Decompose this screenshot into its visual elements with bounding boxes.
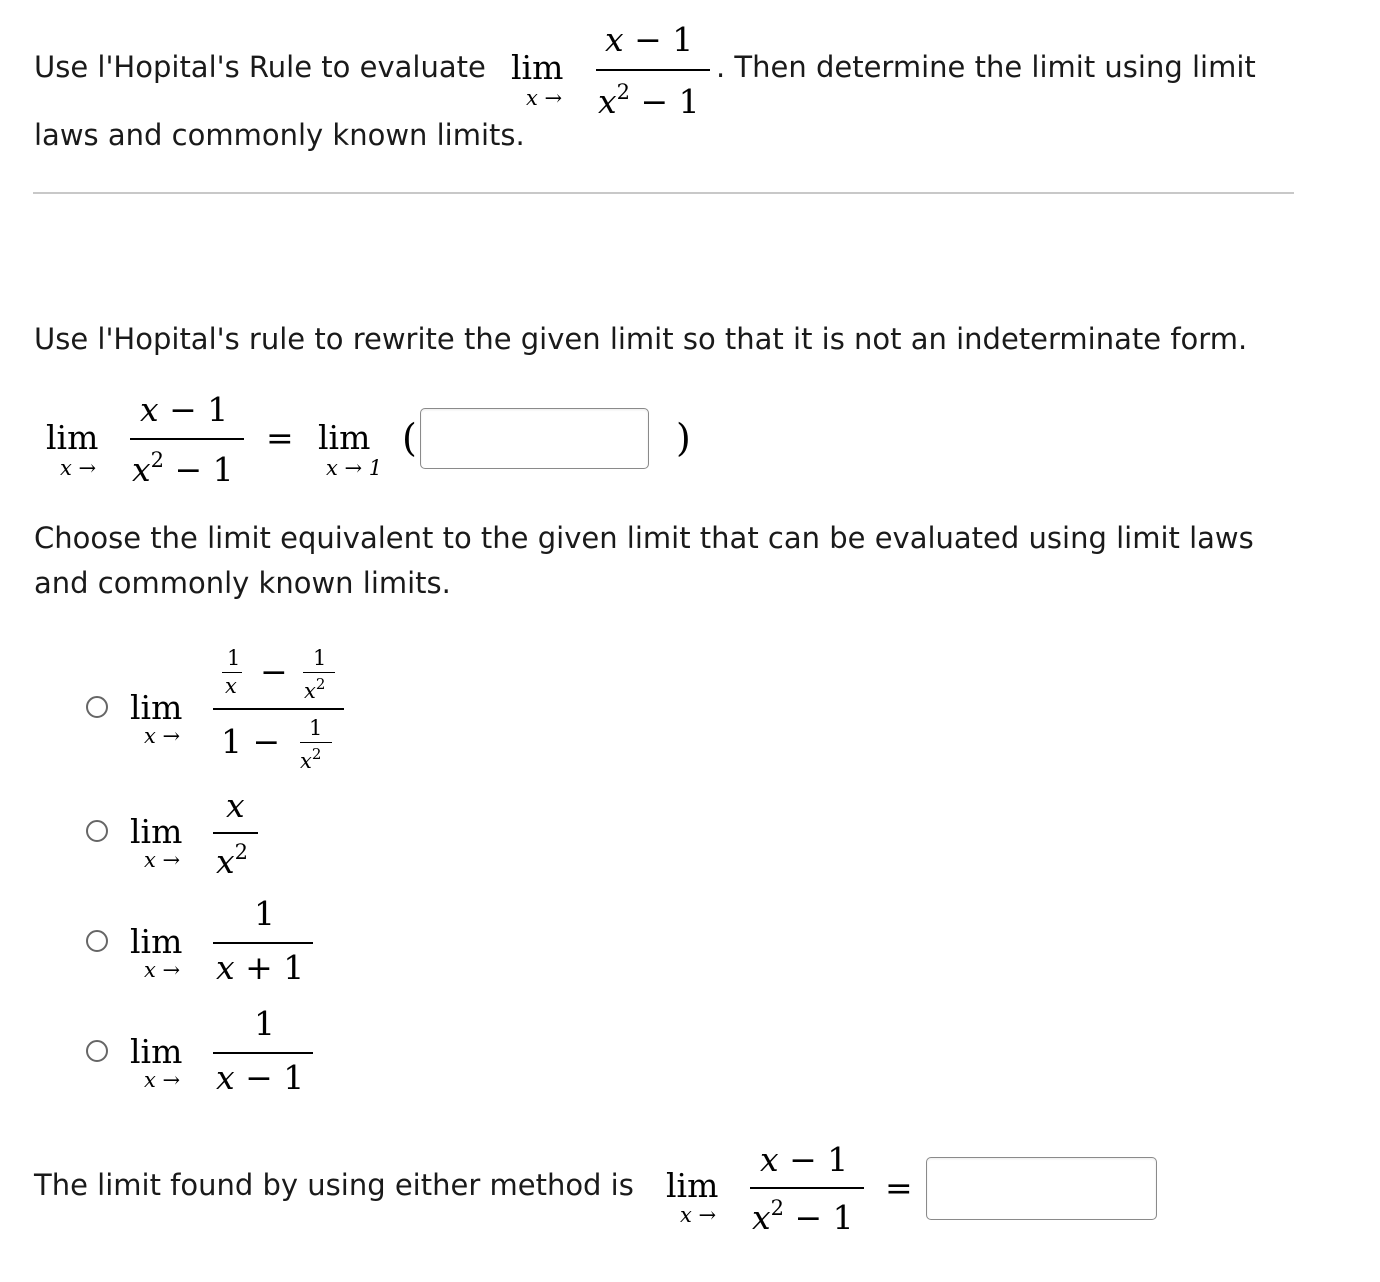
intro-frac-num: x − 1 — [605, 20, 694, 59]
intro-lim: lim — [511, 48, 564, 87]
option-a-lim: lim — [130, 688, 183, 727]
final-answer-input[interactable] — [926, 1157, 1157, 1220]
option-b-den: $x^2$ — [216, 840, 248, 881]
step1-lim-left: lim — [46, 418, 99, 457]
intro-frac-den: $x^2 - 1$ — [598, 80, 700, 121]
option-c-lim-sub: x → — [144, 958, 181, 982]
intro-lim-sub: x → — [526, 86, 563, 110]
option-b-num: x — [226, 786, 245, 825]
step1-frac-bar — [130, 438, 244, 440]
step1-lim-right: lim — [318, 418, 371, 457]
option-c-num: 1 — [254, 894, 275, 933]
final-equals: = — [885, 1168, 913, 1207]
step1-close-paren: ) — [676, 416, 691, 460]
option-a-frac-bar — [213, 708, 344, 710]
intro-prefix: Use l'Hopital's Rule to evaluate — [34, 50, 486, 84]
final-prefix: The limit found by using either method is — [34, 1168, 634, 1202]
step1-frac-den: $x^2 - 1$ — [132, 448, 234, 489]
option-d-lim: lim — [130, 1032, 183, 1071]
option-a-num-x: x — [225, 674, 237, 698]
option-b-frac-bar — [213, 832, 258, 834]
option-a-num-2: 1 — [313, 646, 327, 670]
intro-line2: laws and commonly known limits. — [34, 118, 525, 152]
option-a-num-minus: − — [260, 652, 288, 691]
option-c-radio[interactable] — [86, 930, 108, 952]
option-d-radio[interactable] — [86, 1040, 108, 1062]
final-lim-sub: x → — [680, 1203, 717, 1227]
step1-equals: = — [266, 418, 294, 457]
step2-instruction-line1: Choose the limit equivalent to the given limit that can be evaluated using limit laws — [34, 521, 1254, 555]
option-b-radio[interactable] — [86, 820, 108, 842]
step1-answer-input[interactable] — [420, 408, 649, 469]
final-lim: lim — [666, 1166, 719, 1205]
step1-lim-left-sub: x → — [60, 456, 97, 480]
final-frac-num: x − 1 — [760, 1140, 849, 1179]
option-a-den-1: 1 − — [221, 722, 281, 761]
section-divider — [33, 192, 1294, 194]
option-c-frac-bar — [213, 942, 313, 944]
option-a-den-frac-1: 1 — [309, 716, 323, 740]
step2-instruction-line2: and commonly known limits. — [34, 566, 451, 600]
option-a-radio[interactable] — [86, 696, 108, 718]
step1-instruction: Use l'Hopital's rule to rewrite the given limit so that it is not an indeterminate form. — [34, 322, 1248, 356]
option-a-num-1-bar — [222, 672, 242, 673]
intro-frac-bar — [596, 69, 710, 71]
final-frac-bar — [750, 1187, 864, 1189]
option-b-lim: lim — [130, 812, 183, 851]
option-c-den: x + 1 — [216, 948, 305, 987]
step1-open-paren: ( — [402, 416, 417, 460]
option-c-lim: lim — [130, 922, 183, 961]
option-a-lim-sub: x → — [144, 724, 181, 748]
option-a-den-xsq: $x^2$ — [300, 745, 322, 773]
option-a-num-2-bar — [303, 672, 335, 673]
step1-lim-right-sub: x → 1 — [326, 456, 383, 480]
option-a-num-xsq: $x^2$ — [304, 675, 326, 703]
intro-suffix: . Then determine the limit using limit — [716, 50, 1256, 84]
option-d-lim-sub: x → — [144, 1068, 181, 1092]
option-d-num: 1 — [254, 1004, 275, 1043]
final-frac-den: $x^2 - 1$ — [752, 1196, 854, 1237]
option-a-num-1: 1 — [227, 646, 241, 670]
option-a-den-bar — [300, 742, 332, 743]
option-d-frac-bar — [213, 1052, 313, 1054]
step1-frac-num: x − 1 — [140, 390, 229, 429]
option-d-den: x − 1 — [216, 1058, 305, 1097]
option-b-lim-sub: x → — [144, 848, 181, 872]
